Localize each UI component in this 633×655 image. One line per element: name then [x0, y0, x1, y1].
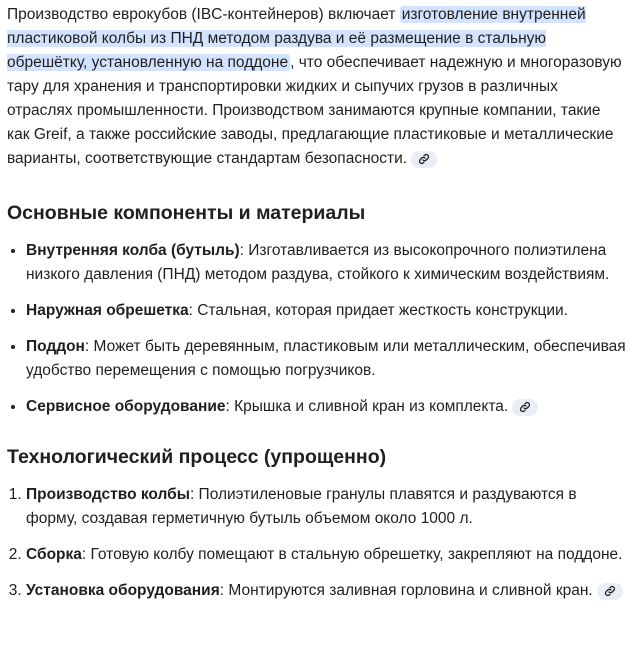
- intro-highlight[interactable]: изготовление внутренней пластиковой колбы из ПНД методом раздува и её размещение в стальную обрешётку, установленную на поддоне: [7, 6, 586, 71]
- link-icon: [418, 153, 430, 165]
- process-list: [7, 483, 626, 603]
- item-text: : Изготавливается из высокопрочного полиэтилена низкого давления (ПНД) методом раздува, стойкого к химическим воздействиям.: [26, 242, 610, 283]
- item-term: Производство колбы: [26, 486, 190, 503]
- list-item: [26, 299, 626, 323]
- citation-link-button[interactable]: [512, 399, 538, 416]
- item-term: Наружная обрешетка: [26, 302, 189, 319]
- item-text: : Стальная, которая придает жесткость конструкции.: [188, 302, 568, 319]
- intro-text-before: Производство еврокубов (IBC-контейнеров) включает: [7, 6, 400, 23]
- list-item: [26, 579, 626, 603]
- item-text: : Готовую колбу помещают в стальную обрешетку, закрепляют на поддоне.: [81, 546, 623, 563]
- citation-link-button[interactable]: [597, 583, 623, 600]
- intro-paragraph: [7, 3, 626, 171]
- item-term: Установка оборудования: [26, 582, 220, 599]
- list-item: [26, 239, 626, 287]
- link-icon: [519, 401, 531, 413]
- item-text: : Может быть деревянным, пластиковым или металлическим, обеспечивая удобство перемещения с помощью погрузчиков.: [26, 338, 626, 379]
- list-item: [26, 395, 626, 419]
- section-heading-components: Основные компоненты и материалы: [7, 202, 366, 224]
- citation-link-button[interactable]: [411, 151, 437, 168]
- intro-text-after: , что обеспечивает надежную и многоразовую тару для хранения и транспортировки жидких и сыпучих грузов в различных отраслях промышленности. Производством занимаются крупные компании, такие как Greif, а также российские заводы, предлагающие пластиковые и металлические варианты, соответствующие стандартам безопасности.: [7, 54, 622, 167]
- link-icon: [604, 585, 616, 597]
- item-text: : Крышка и сливной кран из комплекта.: [225, 398, 509, 415]
- item-text: : Монтируются заливная горловина и сливной кран.: [219, 582, 593, 599]
- item-term: Поддон: [26, 338, 85, 355]
- list-item: [26, 335, 626, 383]
- section-heading-process: Технологический процесс (упрощенно): [7, 446, 387, 468]
- list-item: [26, 483, 626, 531]
- item-term: Сервисное оборудование: [26, 398, 226, 415]
- item-text: : Полиэтиленовые гранулы плавятся и раздуваются в форму, создавая герметичную бутыль объемом около 1000 л.: [26, 486, 577, 527]
- item-term: Сборка: [26, 546, 82, 563]
- item-term: Внутренняя колба (бутыль): [26, 242, 240, 259]
- components-list: [7, 239, 626, 419]
- list-item: [26, 543, 626, 567]
